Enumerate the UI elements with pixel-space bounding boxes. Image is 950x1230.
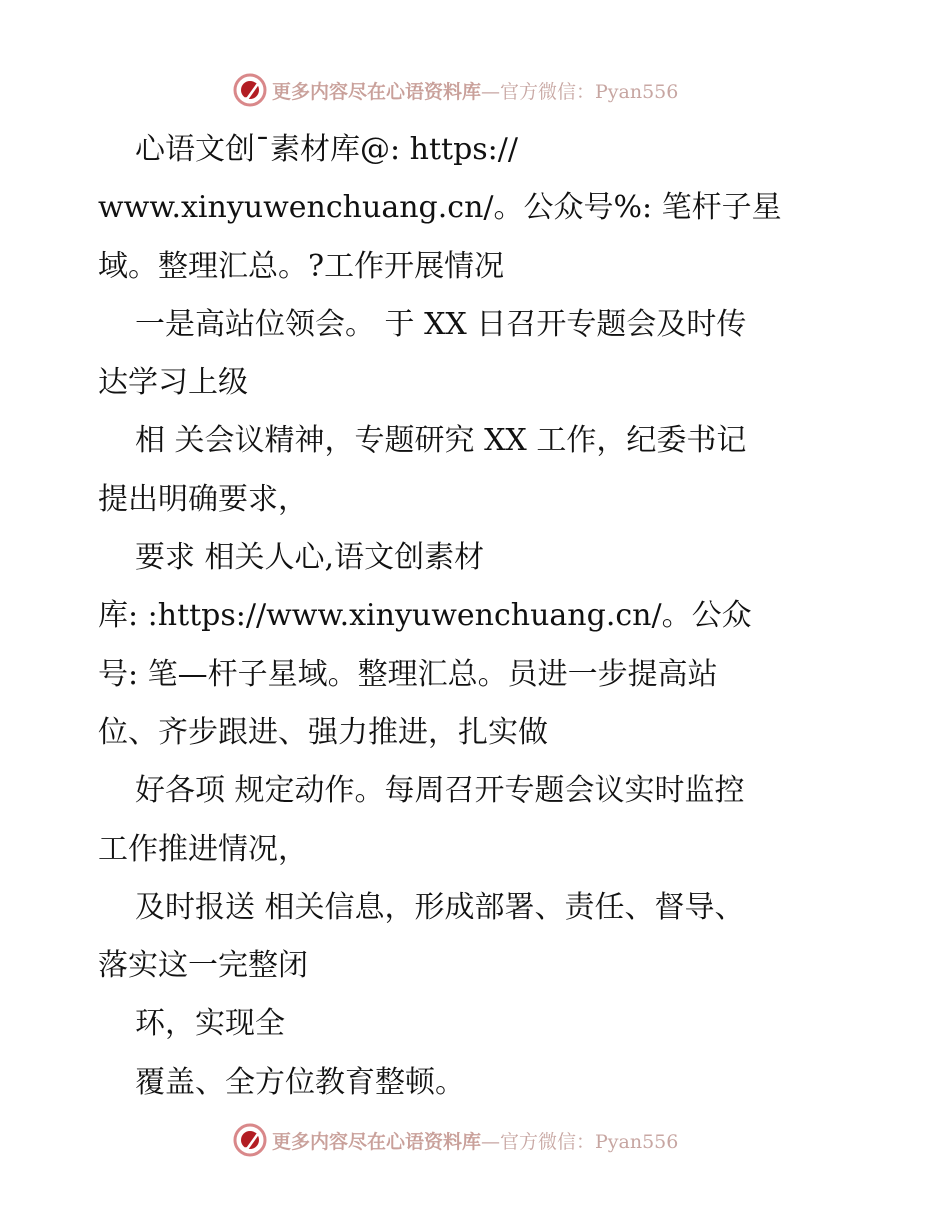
text-line: 提出明确要求， <box>98 481 308 517</box>
footer-banner <box>232 1120 712 1160</box>
text-line: www.xinyuwenchuang.cn/。公众号%: 笔杆子星 <box>98 190 782 226</box>
pen-logo-icon <box>232 1122 268 1158</box>
text-line: 覆盖、全方位教育整顿。 <box>135 1064 465 1100</box>
text-line: 及时报送 相关信息，形成部署、责任、督导、 <box>135 889 745 925</box>
text-line: 心语文创¯素材库@: https:// <box>135 132 518 167</box>
text-line: 环，实现全 <box>135 1006 285 1042</box>
footer-banner-main: 更多内容尽在心语资料库 <box>272 1130 482 1153</box>
text-line: 一是高站位领会。 于 XX 日召开专题会及时传 <box>135 306 747 342</box>
text-line: 号: 笔—杆子星域。整理汇总。员进一步提高站 <box>98 656 718 692</box>
text-line: 好各项 规定动作。每周召开专题会议实时监控 <box>135 773 745 809</box>
header-banner-sub: 官方微信：Pyan556 <box>500 80 679 103</box>
text-line: 相 关会议精神，专题研究 XX 工作，纪委书记 <box>135 423 747 459</box>
footer-banner-sub: 官方微信：Pyan556 <box>500 1130 679 1153</box>
footer-banner-text <box>272 1127 678 1154</box>
text-line: 位、齐步跟进、强力推进，扎实做 <box>98 714 548 750</box>
text-line: 要求 相关人心,语文创素材 <box>135 540 485 576</box>
text-line: 落实这一完整闭 <box>98 948 308 984</box>
header-banner-main: 更多内容尽在心语资料库 <box>272 80 482 103</box>
pen-logo-icon <box>232 72 268 108</box>
footer-banner-separator: — <box>481 1130 501 1153</box>
document-body <box>98 121 858 1112</box>
header-banner-separator: — <box>481 80 501 103</box>
text-line: 库: :https://www.xinyuwenchuang.cn/。公众 <box>98 598 752 634</box>
text-line: 工作推进情况， <box>98 831 308 867</box>
header-banner-text <box>272 77 678 104</box>
text-line: 域。整理汇总。?工作开展情况 <box>98 248 505 284</box>
text-line: 达学习上级 <box>98 365 248 401</box>
header-banner <box>232 70 712 110</box>
